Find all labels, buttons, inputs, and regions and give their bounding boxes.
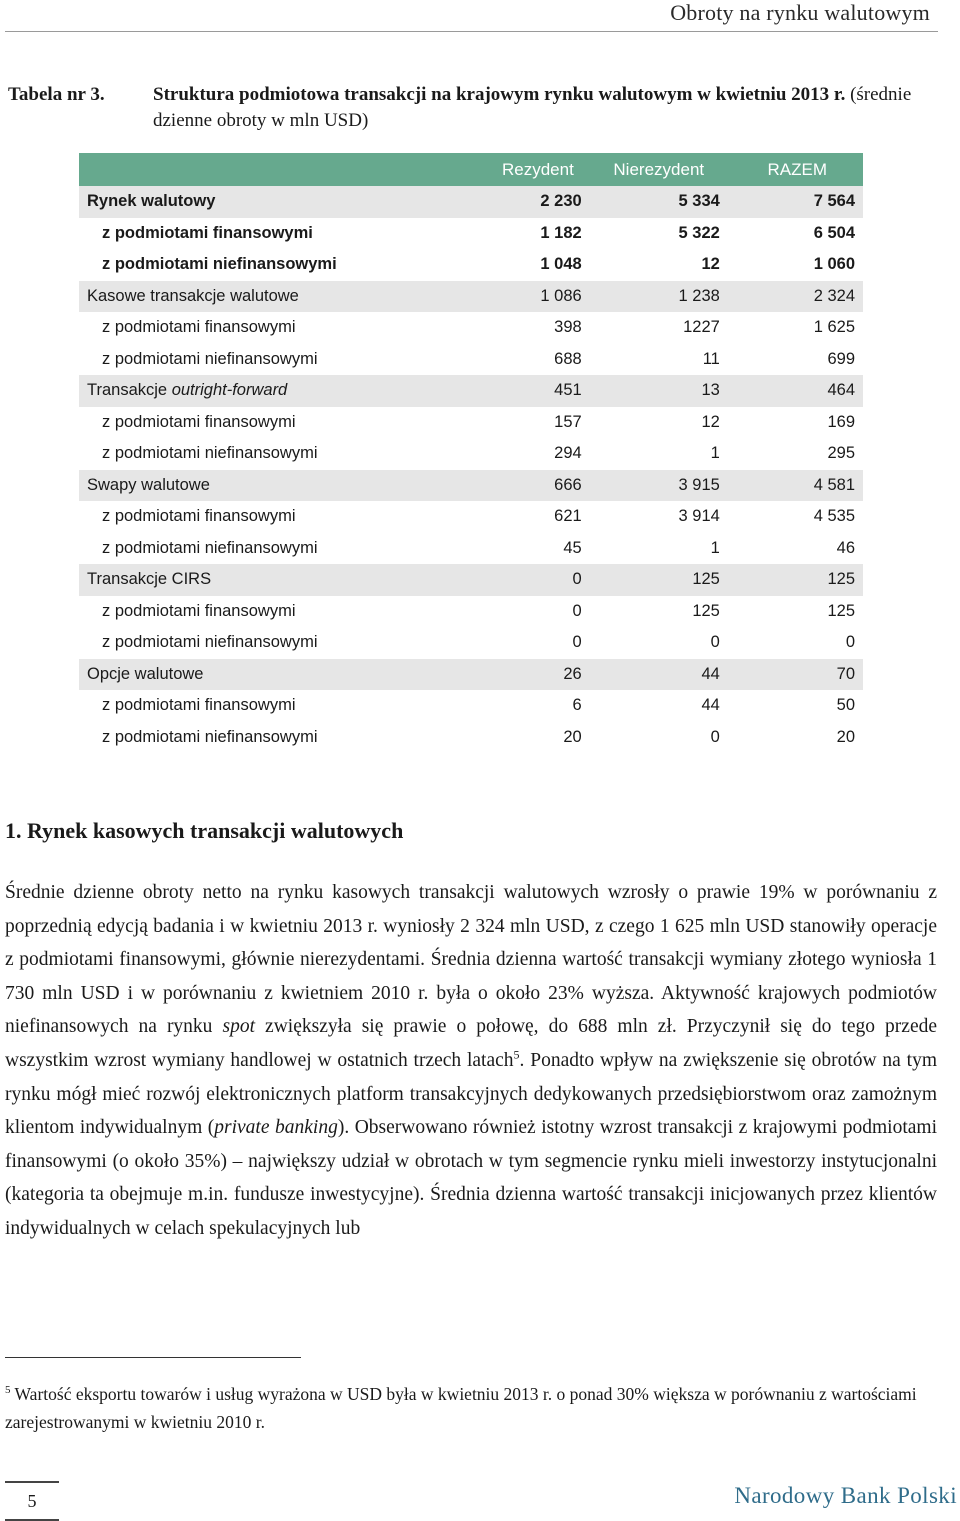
cell-nierezydent: 12 (701, 255, 720, 274)
cell-rezydent: 26 (486, 659, 590, 691)
row-label (79, 690, 486, 722)
header-divider (5, 31, 938, 32)
row-label (79, 596, 486, 628)
cell-nierezydent: 1227 (683, 318, 720, 337)
row-label-text: z podmiotami finansowymi (102, 696, 296, 715)
cell-razem: 46 (836, 538, 855, 557)
cell-razem: 169 (827, 412, 855, 431)
cell-nierezydent: 44 (701, 696, 720, 715)
running-header-title: Obroty na rynku walutowym (670, 0, 930, 25)
cell-rezydent: 451 (486, 375, 590, 407)
cell-nierezydent: 11 (702, 349, 720, 368)
cell-razem: 1 625 (813, 318, 855, 337)
body-text-part-4: ). Obserwowano również istotny wzrost transakcji z krajowymi podmiotami finansowymi (o około 35%) – największy udział w obrotach w tym segmencie rynku mieli inwestorzy instytucjonalni (kategoria ta obejmuje m.in. fundusze inwestycyjne). Średnia dzienna wartość transakcji inicjowanych przez klientów indywidualnych w celach spekulacyjnych lub (5, 1117, 938, 1239)
table-subrow (79, 249, 863, 281)
row-label-text: Transakcje (87, 381, 168, 400)
table-category-row (79, 375, 863, 407)
row-label (79, 627, 486, 659)
cell-nierezydent: 0 (710, 727, 720, 746)
row-label-text: z podmiotami niefinansowymi (102, 538, 318, 557)
table-category-row (79, 564, 863, 596)
cell-rezydent: 621 (554, 507, 582, 526)
brand-logo-text: Narodowy Bank Polski (734, 1483, 957, 1508)
table-category-row (79, 659, 863, 691)
body-paragraph (5, 876, 937, 1246)
row-label (79, 186, 486, 218)
structure-table (79, 153, 863, 753)
footnote-reference[interactable]: 5 (513, 1047, 520, 1062)
table-subrow (79, 722, 863, 754)
cell-nierezydent: 1 (710, 538, 720, 557)
cell-nierezydent: 3 914 (678, 507, 720, 526)
table-subrow (79, 218, 863, 250)
table-subrow (79, 407, 863, 439)
cell-rezydent: 398 (554, 318, 582, 337)
cell-razem: 4 581 (728, 470, 863, 502)
footnote-marker: 5 (5, 1384, 11, 1396)
cell-rezydent: 1 048 (540, 255, 582, 274)
row-label (79, 281, 486, 313)
table-subrow (79, 627, 863, 659)
table-subtitle: (średnie dzienne obroty w mln USD) (153, 84, 912, 131)
cell-rezydent: 1 182 (540, 223, 582, 242)
row-label-italic: outright-forward (171, 381, 288, 400)
cell-nierezydent: 1 (710, 444, 720, 463)
table-category-row (79, 186, 863, 218)
row-label-text: z podmiotami niefinansowymi (102, 727, 318, 746)
cell-razem: 70 (728, 659, 863, 691)
row-label-text: z podmiotami finansowymi (102, 223, 313, 242)
footnote (5, 1376, 937, 1436)
cell-nierezydent: 1 238 (590, 281, 728, 313)
row-label-text: z podmiotami niefinansowymi (102, 444, 318, 463)
row-label-text: z podmiotami finansowymi (102, 601, 296, 620)
cell-nierezydent: 125 (590, 564, 728, 596)
row-label (79, 312, 486, 344)
table-subrow (79, 533, 863, 565)
cell-rezydent: 1 086 (486, 281, 590, 313)
body-text-part-2: zwiększyła się prawie o połowę, do 688 mln zł. Przyczynił się do tego przede wszystkim wzrost wymiany handlowej w ostatnich trzech latach (5, 1016, 937, 1071)
cell-nierezydent: 12 (701, 412, 720, 431)
row-label (79, 438, 486, 470)
cell-rezydent: 6 (572, 696, 582, 715)
table-subrow (79, 596, 863, 628)
table-body (79, 186, 863, 753)
row-label-text: Rynek walutowy (87, 192, 216, 211)
table-subrow (79, 690, 863, 722)
page-number: 5 (5, 1481, 59, 1521)
cell-nierezydent: 0 (710, 633, 720, 652)
row-label-text: z podmiotami niefinansowymi (102, 349, 318, 368)
cell-razem: 699 (827, 349, 855, 368)
table-subrow (79, 312, 863, 344)
row-label (79, 470, 486, 502)
cell-nierezydent: 5 322 (678, 223, 720, 242)
cell-nierezydent: 3 915 (590, 470, 728, 502)
cell-rezydent: 0 (486, 564, 590, 596)
cell-rezydent: 0 (572, 633, 582, 652)
row-label (79, 218, 486, 250)
table-category-row (79, 281, 863, 313)
cell-razem: 7 564 (728, 186, 863, 218)
cell-razem: 4 535 (813, 507, 855, 526)
table-caption (8, 82, 938, 134)
cell-rezydent: 45 (563, 538, 582, 557)
cell-rezydent: 294 (554, 444, 582, 463)
cell-nierezydent: 125 (692, 601, 720, 620)
row-label (79, 659, 486, 691)
table-title-block (153, 82, 938, 134)
column-header-nierezydent: Nierezydent (590, 153, 728, 186)
term-spot: spot (222, 1016, 255, 1038)
cell-razem: 20 (836, 727, 855, 746)
cell-razem: 50 (836, 696, 855, 715)
cell-razem: 6 504 (813, 223, 855, 242)
cell-razem: 295 (827, 444, 855, 463)
row-label-text: Opcje walutowe (87, 664, 204, 683)
row-label-text: Kasowe transakcje walutowe (87, 286, 299, 305)
table-subrow (79, 501, 863, 533)
body-text-part-1: Średnie dzienne obroty netto na rynku kasowych transakcji walutowych wzrosły o prawie 19% w porównaniu z poprzednią edycją badania i w kwietniu 2013 r. wyniosły 2 324 mln USD, z czego 1 625 mln USD stanowiły operacje z podmiotami finansowymi, głównie nierezydentami. Średnia dzienna wartość transakcji wymiany złotego wyniosła 1 730 mln USD i w porównaniu z kwietniem 2010 r. była o około 23% wyższa. Aktywność krajowych podmiotów niefinansowych na rynku (5, 882, 937, 1038)
table-title: Struktura podmiotowa transakcji na krajowym rynku walutowym w kwietniu 2013 r. (153, 84, 846, 105)
footnote-divider (5, 1357, 301, 1358)
cell-rezydent: 20 (563, 727, 582, 746)
table-category-row (79, 470, 863, 502)
cell-razem: 1 060 (813, 255, 855, 274)
column-header-rezydent: Rezydent (486, 153, 590, 186)
table-subrow (79, 438, 863, 470)
row-label-text: z podmiotami finansowymi (102, 412, 296, 431)
row-label-text: Transakcje CIRS (87, 570, 212, 589)
row-label (79, 407, 486, 439)
row-label-text: Swapy walutowe (87, 475, 210, 494)
table-number: Tabela nr 3. (8, 84, 105, 105)
footnote-text: Wartość eksportu towarów i usług wyrażona w USD była w kwietniu 2013 r. o ponad 30% większa w porównaniu z wartościami zarejestrowanymi w kwietniu 2010 r. (5, 1383, 917, 1432)
section-heading: 1. Rynek kasowych transakcji walutowych (5, 818, 404, 843)
cell-nierezydent: 44 (590, 659, 728, 691)
row-label (79, 249, 486, 281)
row-label-text: z podmiotami finansowymi (102, 507, 296, 526)
cell-razem: 2 324 (728, 281, 863, 313)
row-label-text: z podmiotami niefinansowymi (102, 633, 318, 652)
cell-razem: 125 (728, 564, 863, 596)
term-private-banking: private banking (214, 1117, 338, 1139)
row-label-text: z podmiotami finansowymi (102, 318, 296, 337)
table-subrow (79, 344, 863, 376)
cell-nierezydent: 13 (590, 375, 728, 407)
cell-nierezydent: 5 334 (590, 186, 728, 218)
cell-razem: 464 (728, 375, 863, 407)
row-label (79, 533, 486, 565)
row-label (79, 344, 486, 376)
column-header-razem: RAZEM (728, 153, 863, 186)
cell-rezydent: 688 (554, 349, 582, 368)
cell-rezydent: 157 (554, 412, 582, 431)
cell-razem: 0 (845, 633, 855, 652)
body-text-part-3: . Ponadto wpływ na zwiększenie się obrotów na tym rynku mógł mieć rozwój elektronicznych platform transakcyjnych dedykowanych przedsiębiorstwom oraz zamożnym klientom indywidualnym ( (5, 1049, 937, 1139)
row-label (79, 375, 486, 407)
cell-razem: 125 (827, 601, 855, 620)
cell-rezydent: 2 230 (486, 186, 590, 218)
row-label (79, 564, 486, 596)
table-header-row (79, 153, 863, 186)
cell-rezydent: 0 (572, 601, 582, 620)
cell-rezydent: 666 (486, 470, 590, 502)
header-cell-blank (79, 153, 486, 186)
row-label (79, 501, 486, 533)
row-label-text: z podmiotami niefinansowymi (102, 255, 337, 274)
row-label (79, 722, 486, 754)
